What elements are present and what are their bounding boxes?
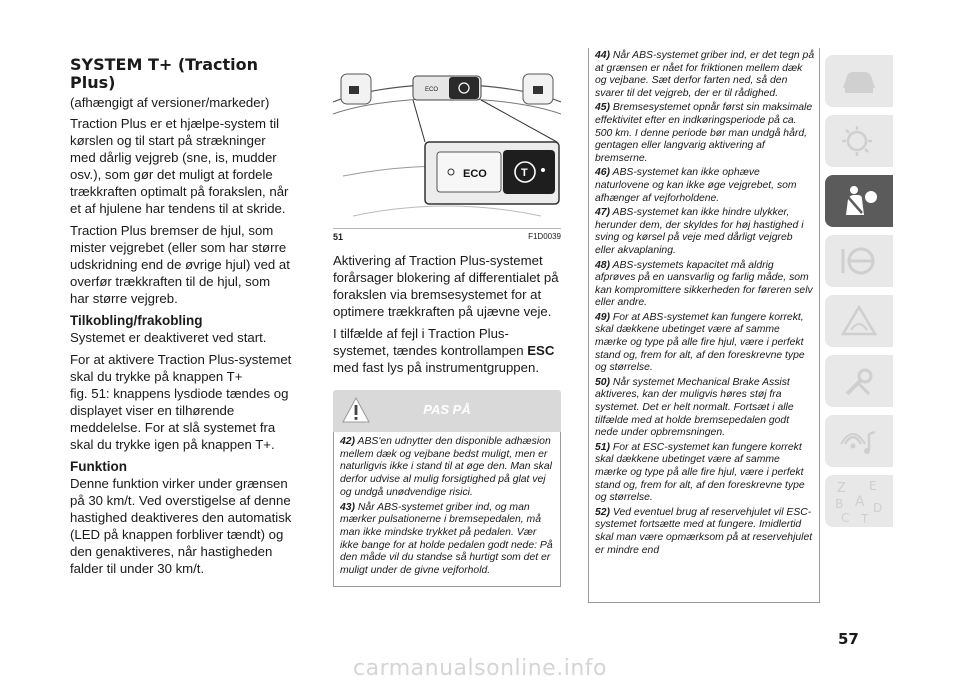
right-column — [588, 48, 820, 603]
subheading-tilkobling: Tilkobling/frakobling — [70, 313, 203, 328]
tab-steering-wheel[interactable] — [825, 235, 893, 287]
figure-number: 51 — [333, 232, 344, 242]
paragraph: Traction Plus er et hjælpe-system til kørslen og til start på strækninger med dårlig vejgreb (sne, is, mudder osv.), som gør det muligt at fordele trækkraften optimalt på forakslen, når et af hjulene har tendens til at skride. — [70, 116, 289, 216]
seatbelt-airbag-icon — [838, 183, 880, 219]
warning-body — [333, 432, 561, 587]
index-letter: Z — [837, 481, 846, 496]
eco-button-label: ECO — [463, 168, 487, 180]
paragraph: For at aktivere Traction Plus-systemet skal du trykke på knappen T+ — [70, 352, 292, 384]
tab-car-dashboard[interactable] — [825, 55, 893, 107]
warning-notes-continued — [588, 48, 820, 603]
console-illustration — [333, 56, 561, 228]
middle-column — [333, 56, 561, 587]
warning-box — [333, 390, 561, 587]
tab-multimedia[interactable] — [825, 415, 893, 467]
tab-service-tools[interactable] — [825, 355, 893, 407]
paragraph: I tilfælde af fejl i Traction Plus-systemet, tændes kontrollampen ESC med fast lys på instrumentgruppen. — [333, 326, 555, 375]
car-dashboard-icon — [839, 66, 879, 96]
paragraph: fig. 51: knappens lysdiode tændes og displayet viser en tilhørende meddelelse. For at slå systemet fra skal du trykke igen på knappen T+. — [70, 386, 289, 452]
paragraph: Aktivering af Traction Plus-systemet forårsager blokering af differentialet på forakslen via bremsesystemet for at optimere trækkraften på ujævne veje. — [333, 253, 559, 319]
figure-code: F1D0039 — [528, 232, 561, 241]
note-42: 42) ABS'en udnytter den disponible adhæsion mellem dæk og vejbane bedst muligt, men er naturligvis ikke i stand til at øge den. Man skal derfor udvise al mulig forsigtighed på glat vej og undgå unødvendige risici. — [340, 436, 552, 498]
multimedia-icon — [839, 424, 879, 458]
road-hazard-icon — [839, 304, 879, 338]
chapter-tabs — [825, 55, 893, 535]
note-47: 47) ABS-systemet kan ikke hindre ulykker, herunder dem, der skyldes for høj hastighed i sving og kørsel på veje med dårligt vejgreb eller akvaplaning. — [595, 207, 804, 256]
tab-warning-lights[interactable] — [825, 115, 893, 167]
figure-caption — [333, 232, 561, 242]
alphabetical-index-icon — [833, 478, 885, 524]
section-title: SYSTEM T+ (Traction Plus) — [70, 55, 259, 92]
note-44: 44) Når ABS-systemet griber ind, er det tegn på at grænsen er nået for friktionen mellem dæk og vejbane. Sæt derfor farten ned, så den svarer til det vejgreb, der er til rådighed. — [595, 50, 815, 99]
paragraph: Systemet er deaktiveret ved start. — [70, 330, 267, 345]
index-letter: T — [861, 512, 869, 524]
note-43: 43) Når ABS-systemet griber ind, og man mærker pulsationerne i bremsepedalen, må man ikke mindske trykket på pedalen. Vær ikke bange for at holde pedalen godt nede: På den måde vil du standse så hurtigt som det er muligt under de givne vejforhold. — [340, 501, 553, 577]
subheading-funktion: Funktion — [70, 459, 127, 474]
warning-header — [333, 390, 561, 432]
note-48: 48) ABS-systemets kapacitet må aldrig afprøves på en uansvarlig og farlig måde, som kan kompromittere sikkerheden for føreren selv eller andre. — [595, 259, 813, 309]
tab-alphabetical-index[interactable] — [825, 475, 893, 527]
svg-text:T: T — [521, 167, 528, 179]
eco-small-label: ECO — [425, 87, 439, 93]
page-number: 57 — [838, 630, 859, 648]
steering-wheel-icon — [839, 243, 879, 279]
note-45: 45) Bremsesystemet opnår først sin maksimale effektivitet efter en indkøringsperiode på ca. 500 km. I denne periode bør man undgå hård, gentagen eller langvarig aktivering af bremserne. — [595, 102, 813, 164]
note-51: 51) For at ESC-systemet kan fungere korrekt skal dækkene ubetinget være af samme mærke og type på alle fire hjul, være i perfekt stand og, frem for alt, af den foreskrevne type og størrelse. — [595, 441, 805, 504]
warning-title: PAS PÅ — [423, 402, 471, 417]
index-letter: D — [873, 501, 883, 515]
esc-indicator: ESC — [527, 343, 555, 358]
note-46: 46) ABS-systemet kan ikke ophæve naturlovene og kan ikke øge vejgrebet, som afhænger af vejforholdene. — [595, 167, 797, 204]
note-49: 49) For at ABS-systemet kan fungere korrekt, skal dækkene ubetinget være af samme mærke og type på alle fire hjul, være i perfekt stand og, frem for alt, af den foreskrevne type og størrelse. — [595, 311, 805, 374]
index-letter: E — [869, 479, 877, 493]
tab-seatbelt-airbag[interactable] — [825, 175, 893, 227]
note-52: 52) Ved eventuel brug af reservehjulet vil ESC-systemet fortsætte med at fungere. Imidlertid skal man være opmærksom på at reservehjulet er mindre end — [595, 506, 813, 556]
left-column — [70, 56, 292, 582]
figure-51 — [333, 56, 561, 229]
tab-road-hazard[interactable] — [825, 295, 893, 347]
section-subtitle: (afhængigt af versioner/markeder) — [70, 95, 270, 110]
index-letter: A — [855, 494, 865, 510]
note-50: 50) Når systemet Mechanical Brake Assist aktiveres, kan der muligvis høres støj fra systemet. Det er helt normalt. Fortsæt i alle tilfælde med at holde bremsepedalen godt nede under opbremsningen. — [595, 376, 794, 439]
watermark: carmanualsonline.info — [353, 656, 607, 681]
paragraph: Denne funktion virker under grænsen på 30 km/t. Ved overstigelse af denne hastighed deaktiveres den automatisk (LED på knappen forbliver tændt) og den genaktiveres, når hastigheden falder til under 30 km/t. — [70, 476, 292, 576]
warning-lights-icon — [839, 124, 879, 158]
index-letter: B — [835, 497, 844, 511]
index-letter: C — [841, 511, 850, 524]
service-tools-icon — [839, 364, 879, 398]
paragraph: Traction Plus bremser de hjul, som mister vejgrebet (eller som har større udskridning end de øvrige hjul) ved at overfør trækkraften til de hjul, som har større vejgreb. — [70, 223, 290, 306]
